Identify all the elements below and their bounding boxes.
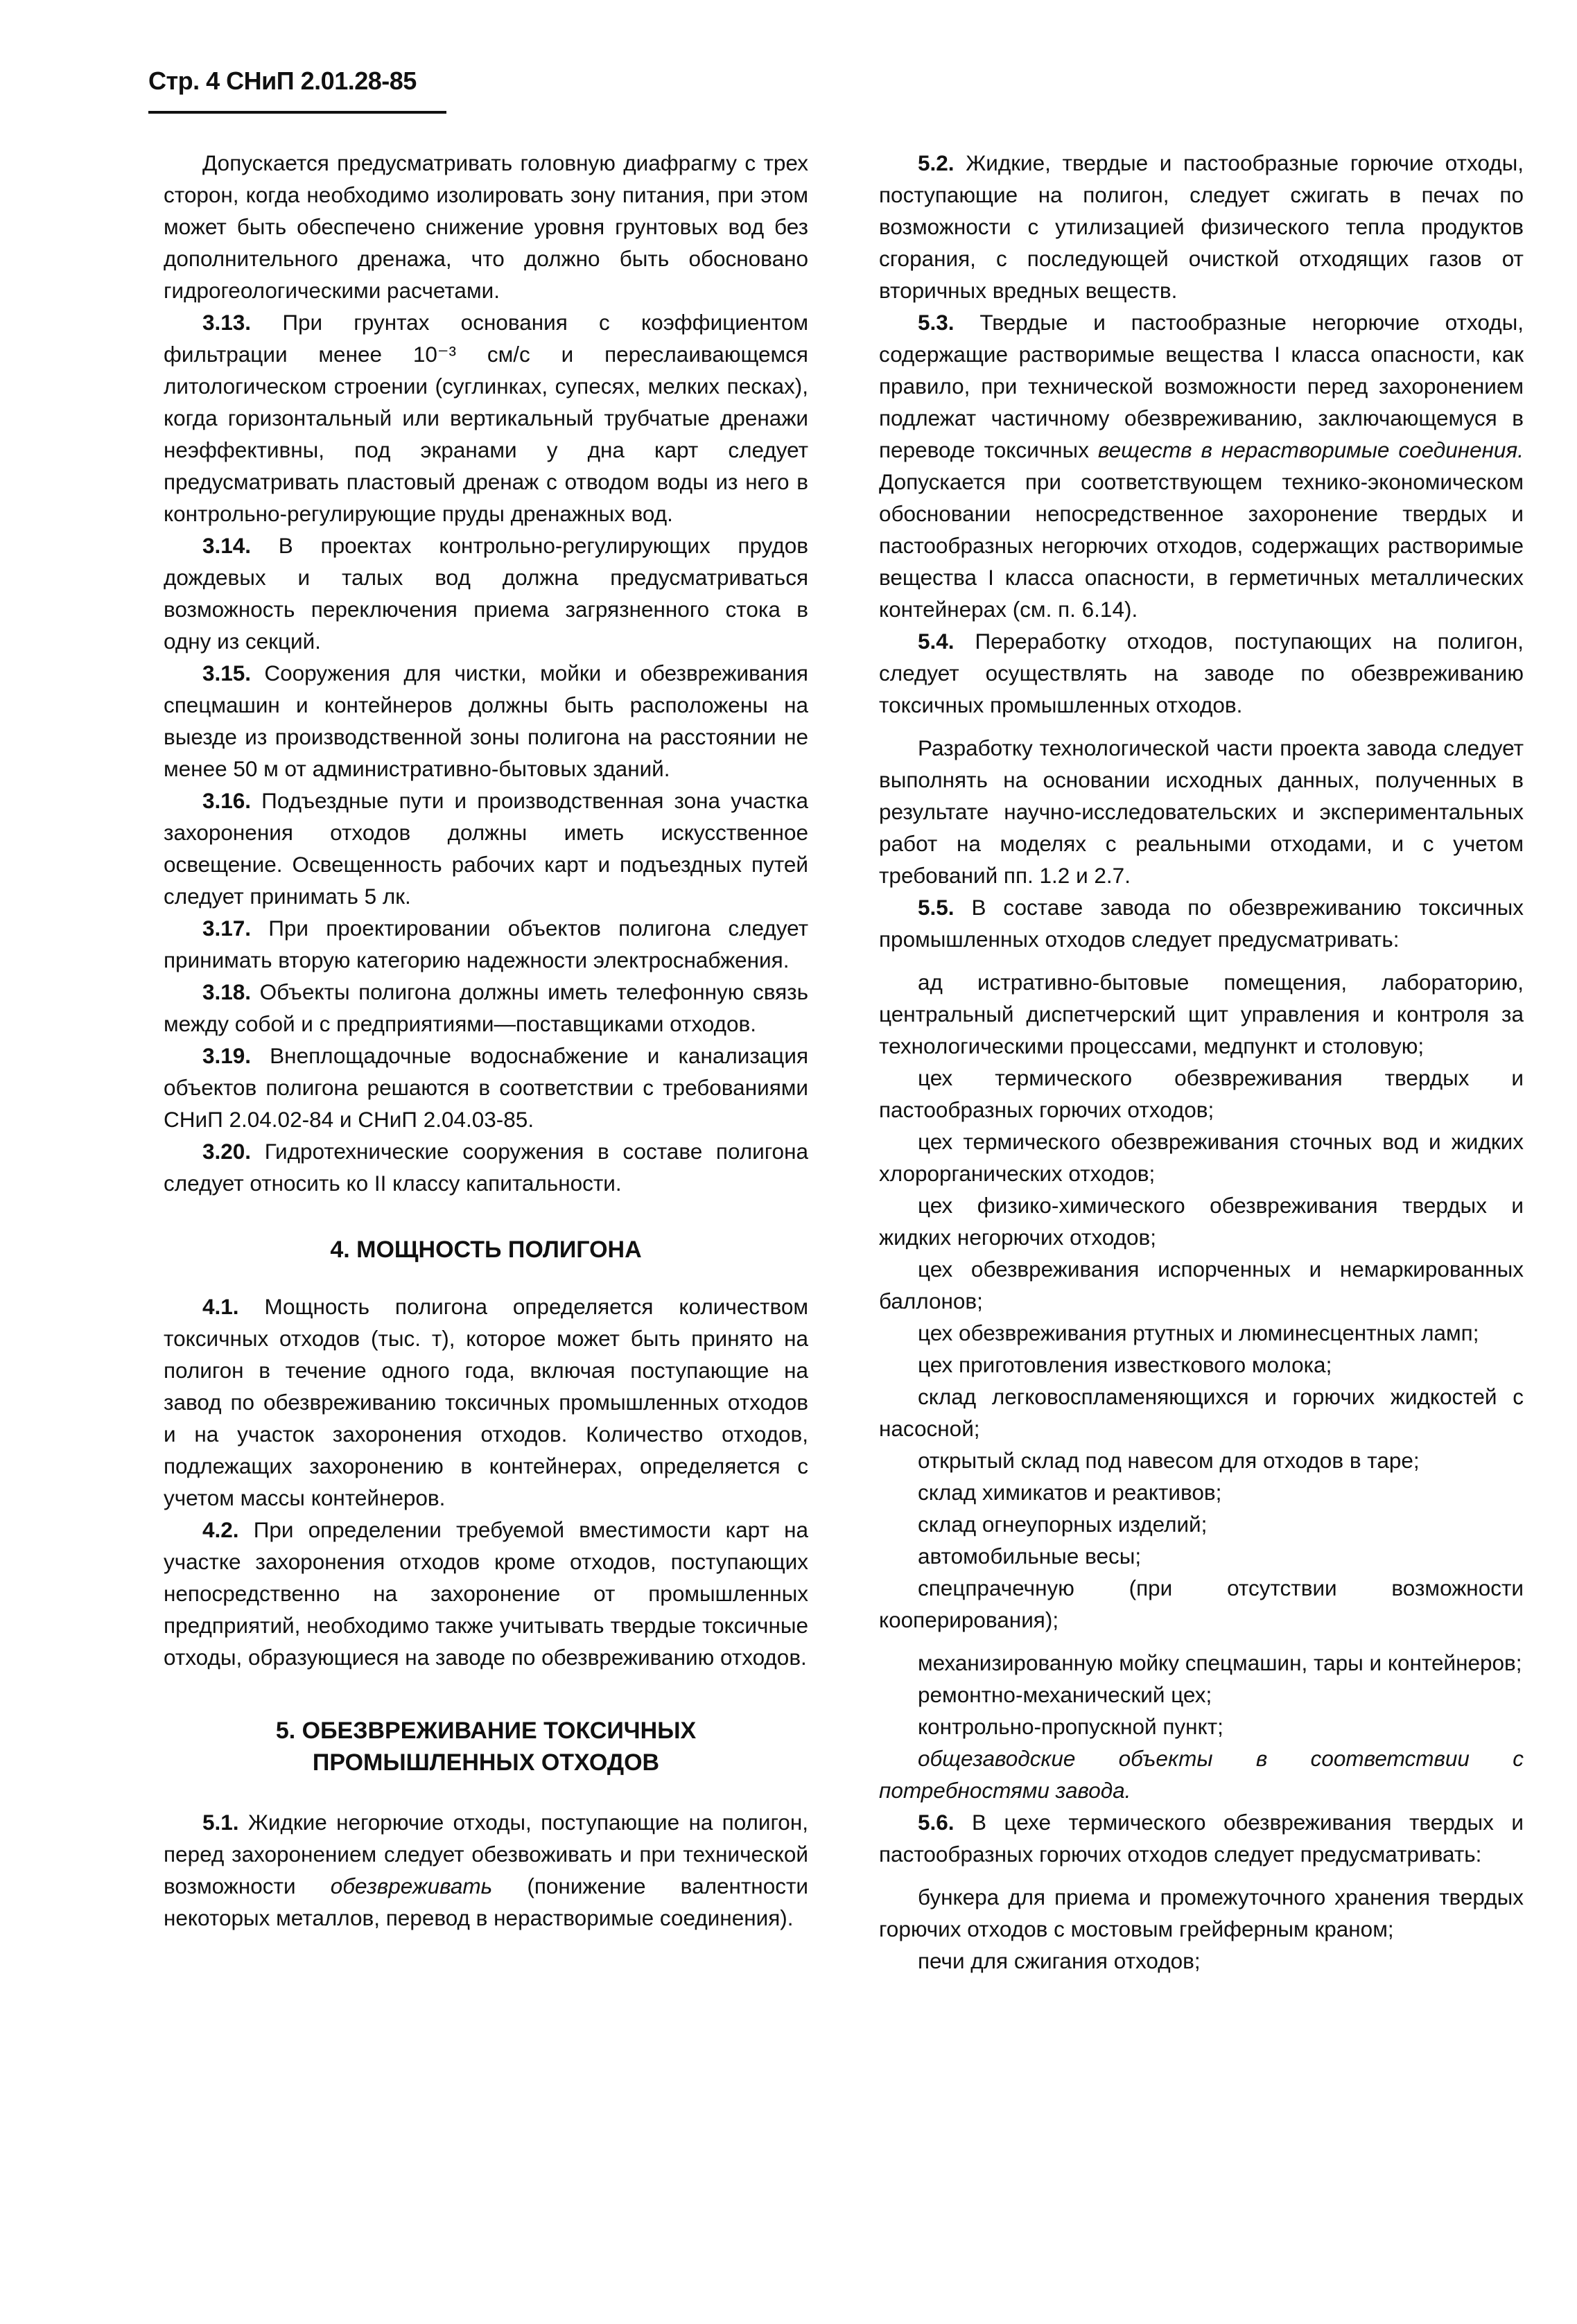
paragraph-3-14: 3.14. В проектах контрольно-регулирующих прудов дождевых и талых вод должна предусматриваться возможность переключения приема загрязненного стока в одну из секций. — [164, 533, 808, 654]
list-item: цех обезвреживания ртутных и люминесцентных ламп; — [918, 1320, 1479, 1345]
list-item: цех обезвреживания испорченных и немаркированных баллонов; — [879, 1257, 1524, 1313]
paragraph-3-18: 3.18. Объекты полигона должны иметь телефонную связь между собой и с предприятиями—поставщиками отходов. — [164, 979, 808, 1036]
page-header: Стр. 4 СНиП 2.01.28-85 — [148, 67, 417, 95]
right-column — [879, 147, 1524, 1977]
paragraph-5-4: 5.4. Переработку отходов, поступающих на полигон, следует осуществлять на заводе по обезвреживанию токсичных промышленных отходов. — [879, 629, 1524, 717]
header-rule — [148, 111, 446, 114]
list-item-last: общезаводские объекты в соответствии с потребностями завода. — [879, 1746, 1524, 1803]
paragraph-5-2: 5.2. Жидкие, твердые и пастообразные горючие отходы, поступающие на полигон, следует сжигать в печах по возможности с утилизацией физического тепла продуктов сгорания, с последующей очисткой отходящих газов от вторичных вредных веществ. — [879, 150, 1524, 303]
section-4-title: 4. МОЩНОСТЬ ПОЛИГОНА — [330, 1237, 642, 1263]
paragraph-5-5: 5.5. В составе завода по обезвреживанию токсичных промышленных отходов следует предусматривать: — [879, 895, 1524, 952]
list-item: цех приготовления известкового молока; — [918, 1352, 1332, 1377]
list-item: открытый склад под навесом для отходов в таре; — [918, 1448, 1420, 1473]
paragraph-3-17: 3.17. При проектировании объектов полигона следует принимать вторую категорию надежности электроснабжения. — [164, 916, 808, 972]
paragraph-3-19: 3.19. Внеплощадочные водоснабжение и канализация объектов полигона решаются в соответствии с требованиями СНиП 2.04.02-84 и СНиП 2.04.03-85. — [164, 1043, 808, 1132]
list-item: ад истративно-бытовые помещения, лабораторию, центральный диспетчерский щит управления и контроля за технологическими процессами, медпункт и столовую; — [879, 970, 1524, 1058]
list-item: механизированную мойку спецмашин, тары и контейнеров; — [918, 1650, 1522, 1675]
paragraph-4-1: 4.1. Мощность полигона определяется количеством токсичных отходов (тыс. т), которое может быть принято на полигон в течение одного года, включая поступающие на завод по обезвреживанию токсичных промышленных отходов и на участок захоронения отходов. Количество отходов, подлежащих захоронению в контейнерах, определяется с учетом массы контейнеров. — [164, 1294, 808, 1510]
list-item: печи для сжигания отходов; — [918, 1948, 1201, 1973]
list-item: склад легковоспламеняющихся и горючих жидкостей с насосной; — [879, 1384, 1524, 1441]
paragraph-5-6: 5.6. В цехе термического обезвреживания твердых и пастообразных горючих отходов следует предусматривать: — [879, 1810, 1524, 1867]
paragraph-5-4-cont: Разработку технологической части проекта завода следует выполнять на основании исходных данных, полученных в результате научно-исследовательских и экспериментальных работ на моделях с реальными отходами, и с учетом требований пп. 1.2 и 2.7. — [879, 735, 1524, 888]
list-item: склад огнеупорных изделий; — [918, 1512, 1208, 1537]
list-item: бункера для приема и промежуточного хранения твердых горючих отходов с мостовым грейферным краном; — [879, 1885, 1524, 1941]
list-item: цех физико-химического обезвреживания твердых и жидких негорючих отходов; — [879, 1193, 1524, 1250]
section-5-title — [164, 1715, 808, 1779]
section-5-title-line1: 5. ОБЕЗВРЕЖИВАНИЕ ТОКСИЧНЫХ — [275, 1718, 697, 1744]
paragraph-5-3: 5.3. Твердые и пастообразные негорючие отходы, содержащие растворимые вещества I класса опасности, как правило, при технической возможности перед захоронением подлежат частичному обезвреживанию, заключающемуся в переводе токсичных веществ в нерастворимые соединения. Допускается при соответствующем технико-экономическом обосновании непосредственное захоронение твердых и пастообразных негорючих отходов, содержащих растворимые вещества I класса опасности, в герметичных металлических контейнерах (см. п. 6.14). — [879, 310, 1524, 622]
paragraph-3-13: 3.13. При грунтах основания с коэффициентом фильтрации менее 10⁻³ см/с и переслаивающемся литологическом строении (суглинках, супесях, мелких песках), когда горизонтальный или вертикальный трубчатые дренажи неэффективны, под экранами у дна карт следует предусматривать пластовый дренаж с отводом воды из него в контрольно-регулирующие пруды дренажных вод. — [164, 310, 808, 526]
list-item: цех термического обезвреживания сточных вод и жидких хлорорганических отходов; — [879, 1129, 1524, 1186]
paragraph-5-1: 5.1. Жидкие негорючие отходы, поступающие на полигон, перед захоронением следует обезвоживать и при технической возможности обезвреживать (понижение валентности некоторых металлов, перевод в нерастворимые соединения). — [164, 1810, 808, 1930]
list-item: спецпрачечную (при отсутствии возможности кооперирования); — [879, 1575, 1524, 1632]
list-item: контрольно-пропускной пункт; — [918, 1714, 1223, 1739]
section-5-title-line2: ПРОМЫШЛЕННЫХ ОТХОДОВ — [312, 1749, 660, 1776]
left-column — [164, 147, 808, 1934]
list-item: цех термического обезвреживания твердых и пастообразных горючих отходов; — [879, 1065, 1524, 1122]
list-item: склад химикатов и реактивов; — [918, 1480, 1222, 1505]
list-item: ремонтно-механический цех; — [918, 1682, 1212, 1707]
paragraph-3-20: 3.20. Гидротехнические сооружения в составе полигона следует относить ко II классу капитальности. — [164, 1139, 808, 1196]
list-item: автомобильные весы; — [918, 1544, 1142, 1569]
paragraph-3-16: 3.16. Подъездные пути и производственная зона участка захоронения отходов должны иметь искусственное освещение. Освещенность рабочих карт и подъездных путей следует принимать 5 лк. — [164, 788, 808, 909]
paragraph-3-12-cont: Допускается предусматривать головную диафрагму с трех сторон, когда необходимо изолировать зону питания, при этом может быть обеспечено снижение уровня грунтовых вод без дополнительного дренажа, что должно быть обосновано гидрогеологическими расчетами. — [164, 150, 808, 303]
paragraph-4-2: 4.2. При определении требуемой вместимости карт на участке захоронения отходов кроме отходов, поступающих непосредственно на захоронение от промышленных предприятий, необходимо также учитывать твердые токсичные отходы, образующиеся на заводе по обезвреживанию отходов. — [164, 1517, 808, 1670]
paragraph-3-15: 3.15. Сооружения для чистки, мойки и обезвреживания спецмашин и контейнеров должны быть расположены на выезде из производственной зоны полигона на расстоянии не менее 50 м от административно-бытовых зданий. — [164, 661, 808, 781]
